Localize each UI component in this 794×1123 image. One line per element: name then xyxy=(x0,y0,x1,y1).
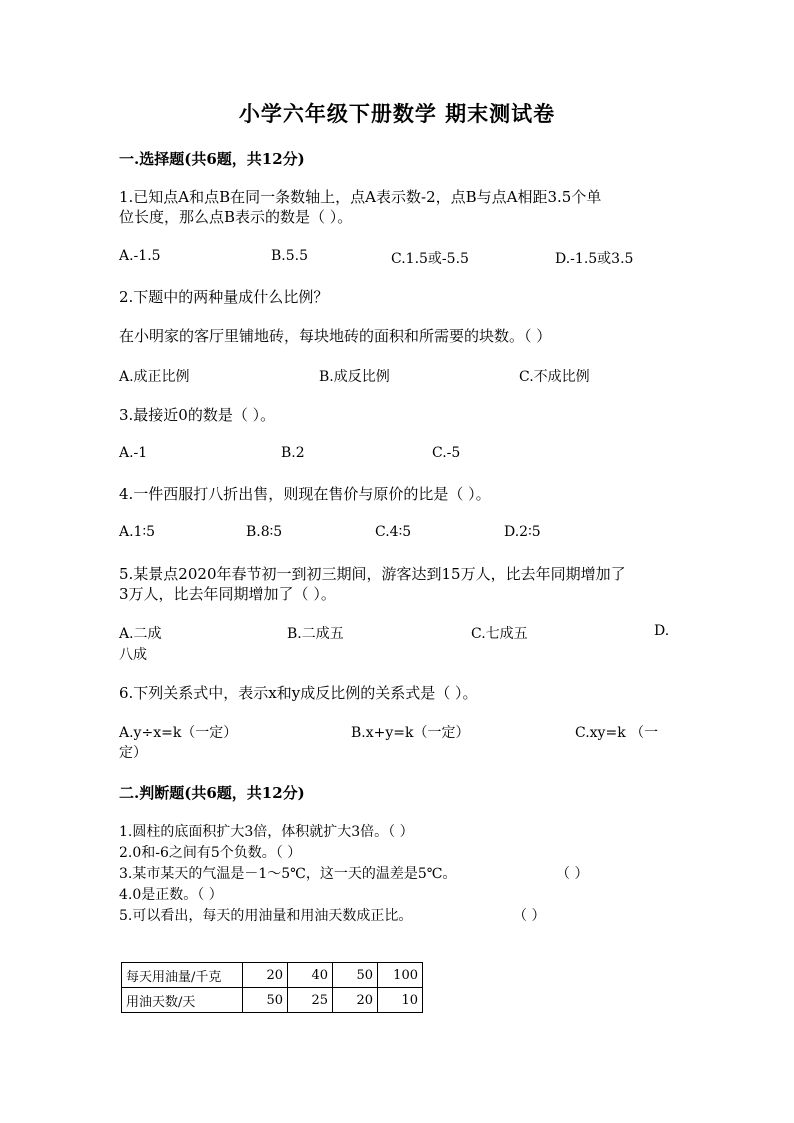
judge-item-3: 3.某市某天的气温是－1～5℃，这一天的温差是5℃。 xyxy=(119,866,457,882)
table-cell: 40 xyxy=(288,963,333,988)
table-cell: 25 xyxy=(288,988,333,1013)
q1-option-d: D.-1.5或3.5 xyxy=(555,251,634,267)
q6-option-c-wrap: 定） xyxy=(119,745,147,761)
q1-option-b: B.5.5 xyxy=(271,248,309,264)
table-row xyxy=(122,963,423,988)
oil-usage-table xyxy=(121,962,423,1013)
question-1-line-1: 1.已知点A和点B在同一条数轴上，点A表示数-2，点B与点A相距3.5个单 xyxy=(119,188,602,206)
q5-option-d: D. xyxy=(654,623,670,639)
table-row-label: 用油天数/天 xyxy=(122,988,243,1013)
table-cell: 100 xyxy=(378,963,423,988)
q4-option-d: D.2∶5 xyxy=(504,524,541,540)
q5-option-a: A.二成 xyxy=(119,626,162,642)
section-heading-judge: 二.判断题(共6题，共12分) xyxy=(119,784,305,802)
q4-option-c: C.4∶5 xyxy=(375,524,412,540)
question-5-line-1: 5.某景点2020年春节初一到初三期间，游客达到15万人，比去年同期增加了 xyxy=(119,565,626,583)
judge-item-5-blank: （ ） xyxy=(513,908,546,924)
judge-item-4: 4.0是正数。（ ） xyxy=(119,887,223,903)
q6-option-a: A.y÷x=k（一定） xyxy=(119,725,238,741)
table-cell: 10 xyxy=(378,988,423,1013)
q3-option-c: C.-5 xyxy=(432,445,461,461)
q2-option-a: A.成正比例 xyxy=(119,369,190,385)
q5-option-d-wrap: 八成 xyxy=(119,647,147,663)
judge-item-1: 1.圆柱的底面积扩大3倍，体积就扩大3倍。（ ） xyxy=(119,824,414,840)
table-row xyxy=(122,988,423,1013)
question-4-line-1: 4.一件西服打八折出售，则现在售价与原价的比是（ ）。 xyxy=(119,485,491,503)
q3-option-a: A.-1 xyxy=(119,445,148,461)
question-3-line-1: 3.最接近0的数是（ ）。 xyxy=(119,406,276,424)
judge-item-3-blank: （ ） xyxy=(556,866,589,882)
q6-option-c: C.xy=k （一 xyxy=(575,725,659,741)
table-row-label: 每天用油量/千克 xyxy=(122,963,243,988)
q5-option-b: B.二成五 xyxy=(287,626,344,642)
question-5-line-2: 3万人，比去年同期增加了（ ）。 xyxy=(119,585,336,603)
page-title: 小学六年级下册数学 期末测试卷 xyxy=(238,101,556,126)
q6-option-b: B.x+y=k（一定） xyxy=(351,725,470,741)
q4-option-b: B.8∶5 xyxy=(246,524,283,540)
question-2-line-1: 2.下题中的两种量成什么比例？ xyxy=(119,288,329,306)
q1-option-c: C.1.5或-5.5 xyxy=(391,251,469,267)
table-cell: 50 xyxy=(243,988,288,1013)
section-heading-choice: 一.选择题(共6题，共12分) xyxy=(119,150,305,168)
table-cell: 50 xyxy=(333,963,378,988)
question-6-line-1: 6.下列关系式中，表示x和y成反比例的关系式是（ ）。 xyxy=(119,684,478,702)
q1-option-a: A.-1.5 xyxy=(119,248,161,264)
q5-option-c: C.七成五 xyxy=(471,626,528,642)
question-2-line-2: 在小明家的客厅里铺地砖，每块地砖的面积和所需要的块数。（ ） xyxy=(119,327,552,345)
q2-option-b: B.成反比例 xyxy=(319,369,390,385)
question-1-line-2: 位长度，那么点B表示的数是（ ）。 xyxy=(119,208,353,226)
table-cell: 20 xyxy=(333,988,378,1013)
table-cell: 20 xyxy=(243,963,288,988)
q4-option-a: A.1∶5 xyxy=(119,524,156,540)
q2-option-c: C.不成比例 xyxy=(519,369,590,385)
judge-item-5: 5.可以看出，每天的用油量和用油天数成正比。 xyxy=(119,908,413,924)
judge-item-2: 2.0和-6之间有5个负数。（ ） xyxy=(119,845,302,861)
q3-option-b: B.2 xyxy=(281,445,305,461)
